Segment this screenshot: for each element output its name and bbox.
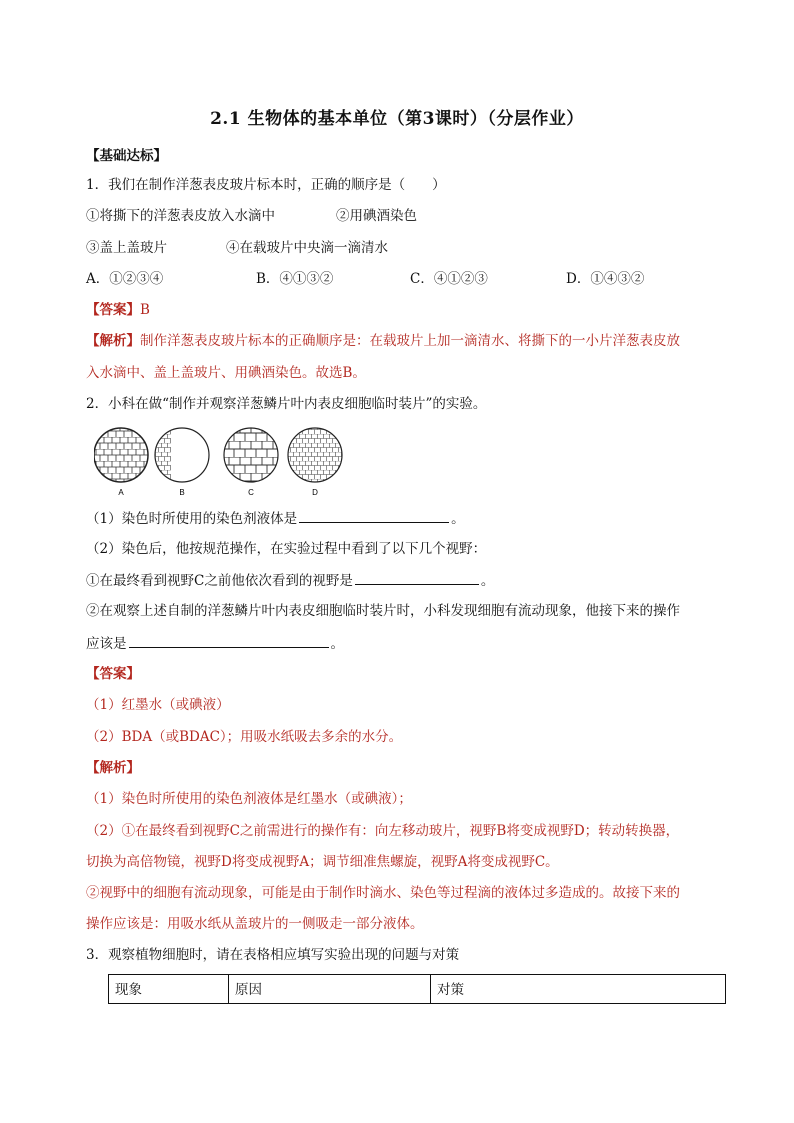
q3-table <box>108 974 726 1004</box>
view-a-circle <box>94 428 148 482</box>
view-b <box>155 428 209 497</box>
q1-option-a: A．①②③④ <box>86 271 164 287</box>
q2-part1-end: 。 <box>451 511 465 527</box>
q1-option-b: B．④①③② <box>256 271 334 287</box>
q2-sub1-end: 。 <box>480 573 495 589</box>
q1-answer-value: B <box>140 302 150 318</box>
q1-analysis-label: 【解析】 <box>86 333 140 349</box>
q2-analysis2-line1: （2）①在最终看到视野C之前需进行的操作有：向左移动玻片，视野B将变成视野D；转动转换器， <box>86 823 680 839</box>
q1-answer-label: 【答案】 <box>86 302 140 318</box>
q2-stem: 2．小科在做“制作并观察洋葱鳞片叶内表皮细胞临时装片”的实验。 <box>86 396 487 412</box>
q3-table-header-cause: 原因 <box>229 975 431 1003</box>
q1-option-d: D．①④③② <box>566 271 645 287</box>
q2-answer2: （2）BDA（或BDAC）；用吸水纸吸去多余的水分。 <box>86 729 403 745</box>
q2-answer1: （1）红墨水（或碘液） <box>86 697 230 713</box>
q1-analysis-text1: 制作洋葱表皮玻片标本的正确顺序是：在载玻片上加一滴清水、将撕下的一小片洋葱表皮放 <box>140 333 680 349</box>
q1-step4: ④在载玻片中央滴一滴清水 <box>226 240 388 256</box>
q2-analysis2-line2: 切换为高倍物镜，视野D将变成视野A；调节细准焦螺旋，视野A将变成视野C。 <box>86 854 559 870</box>
view-c-circle <box>224 428 278 482</box>
view-b-label: B <box>179 488 185 497</box>
q1-answer <box>86 300 150 320</box>
q2-sub2-text: 应该是 <box>86 636 127 652</box>
q2-sub2-line2 <box>86 633 344 654</box>
q2-analysis3-line1: ②视野中的细胞有流动现象，可能是由于制作时滴水、染色等过程滴的液体过多造成的。故接下来的 <box>86 885 680 901</box>
q1-step3: ③盖上盖玻片 <box>86 240 167 256</box>
q2-sub2-end: 。 <box>330 636 344 652</box>
view-d-circle <box>288 428 342 482</box>
q3-table-header-phenomenon: 现象 <box>109 975 229 1003</box>
view-a-label: A <box>118 488 124 497</box>
q2-analysis3-line2: 操作应该是：用吸水纸从盖玻片的一侧吸走一部分液体。 <box>86 916 424 932</box>
q3-stem: 3．观察植物细胞时，请在表格相应填写实验出现的问题与对策 <box>86 947 460 963</box>
microscope-views-figure <box>94 425 344 499</box>
q3-table-header-countermeasure: 对策 <box>437 982 464 998</box>
q1-step2: ②用碘酒染色 <box>336 208 417 224</box>
q2-part1-text: （1）染色时所使用的染色剂液体是 <box>86 511 298 527</box>
q2-analysis-label: 【解析】 <box>86 760 140 776</box>
q2-sub1-text: ①在最终看到视野C之前他依次看到的视野是 <box>86 573 353 589</box>
page-title: 2.1 生物体的基本单位（第3课时）（分层作业） <box>210 109 584 129</box>
q2-part1-blank[interactable] <box>299 508 449 523</box>
view-b-cells <box>155 428 171 482</box>
view-c <box>224 428 278 497</box>
q2-sub1 <box>86 570 494 591</box>
q2-sub1-blank[interactable] <box>355 570 479 585</box>
q2-part2: （2）染色后，他按规范操作，在实验过程中看到了以下几个视野： <box>86 541 487 557</box>
q2-analysis1: （1）染色时所使用的染色剂液体是红墨水（或碘液）； <box>86 791 412 807</box>
view-d <box>288 428 342 497</box>
q1-step1: ①将撕下的洋葱表皮放入水滴中 <box>86 208 275 224</box>
view-a <box>94 428 148 497</box>
q2-sub2-blank[interactable] <box>129 633 329 648</box>
view-c-label: C <box>248 488 254 497</box>
q2-answer-label: 【答案】 <box>86 666 140 682</box>
view-d-label: D <box>312 488 318 497</box>
q2-sub2-line1: ②在观察上述自制的洋葱鳞片叶内表皮细胞临时装片时，小科发现细胞有流动现象，他接下来的操作 <box>86 603 680 619</box>
q1-option-c: C．④①②③ <box>410 271 488 287</box>
section-heading: 【基础达标】 <box>86 148 167 164</box>
q1-stem: 1．我们在制作洋葱表皮玻片标本时，正确的顺序是（ ） <box>86 177 446 193</box>
q2-part1 <box>86 508 465 529</box>
q1-analysis-line1 <box>86 331 680 351</box>
q1-analysis-line2: 入水滴中、盖上盖玻片、用碘酒染色。故选B。 <box>86 365 366 381</box>
